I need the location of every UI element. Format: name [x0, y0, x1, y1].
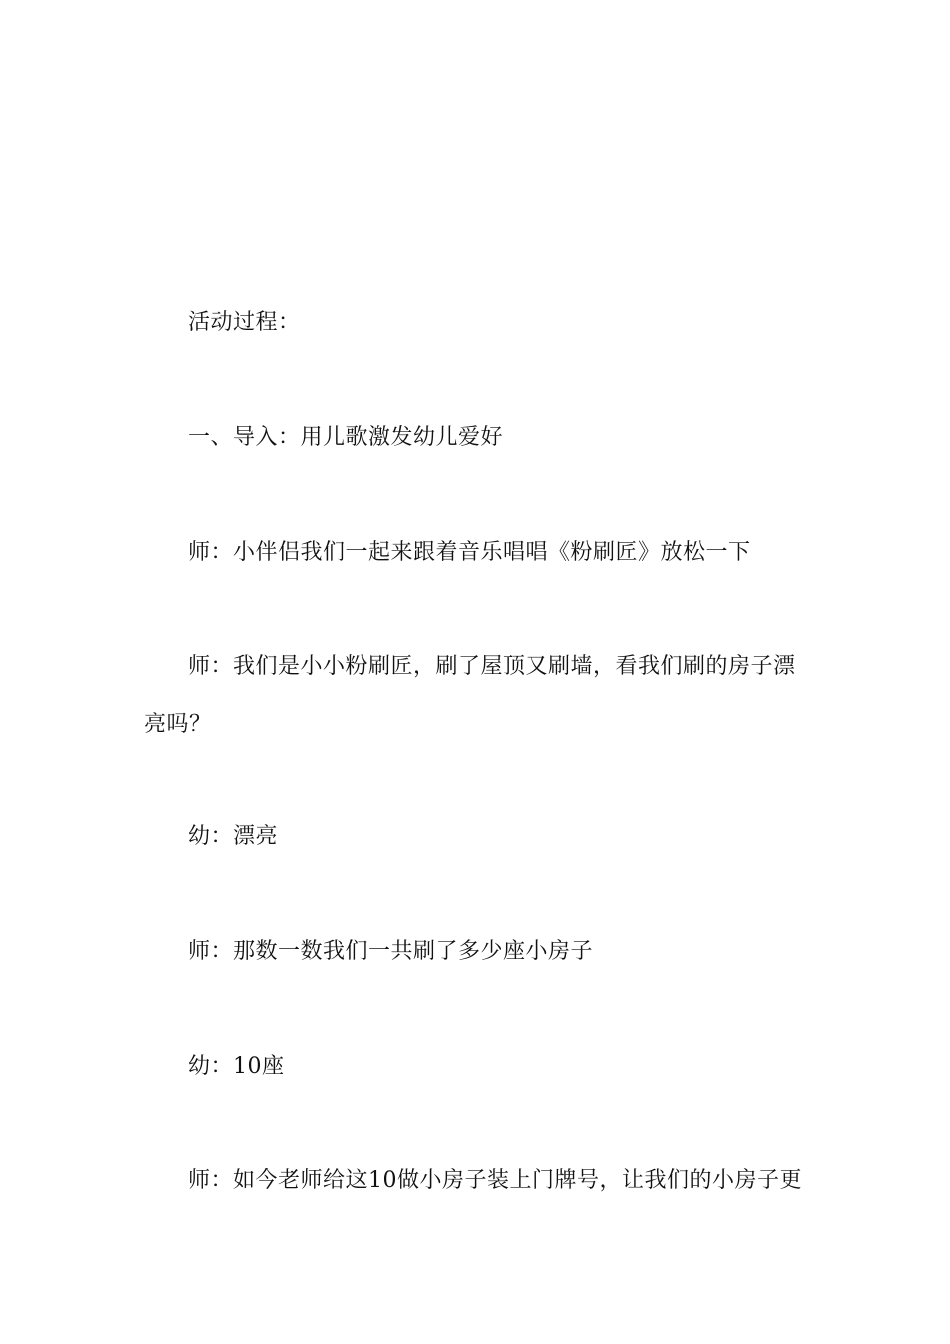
- paragraph-child-line-2: 幼：10座: [188, 1054, 285, 1079]
- paragraph-teacher-line-1: 师：小伴侣我们一起来跟着音乐唱唱《粉刷匠》放松一下: [188, 540, 751, 565]
- paragraph-child-line-1: 幼：漂亮: [188, 824, 279, 849]
- paragraph-activity-process: 活动过程：: [188, 310, 301, 335]
- paragraph-intro-heading: 一、导入：用儿歌激发幼儿爱好: [188, 425, 504, 450]
- paragraph-teacher-line-3: 师：那数一数我们一共刷了多少座小房子: [188, 939, 594, 964]
- paragraph-teacher-line-2: 师：我们是小小粉刷匠，刷了屋顶又刷墙，看我们刷的房子漂亮吗？: [144, 654, 796, 737]
- paragraph-teacher-line-4: 师：如今老师给这10做小房子装上门牌号，让我们的小房子更: [188, 1168, 802, 1193]
